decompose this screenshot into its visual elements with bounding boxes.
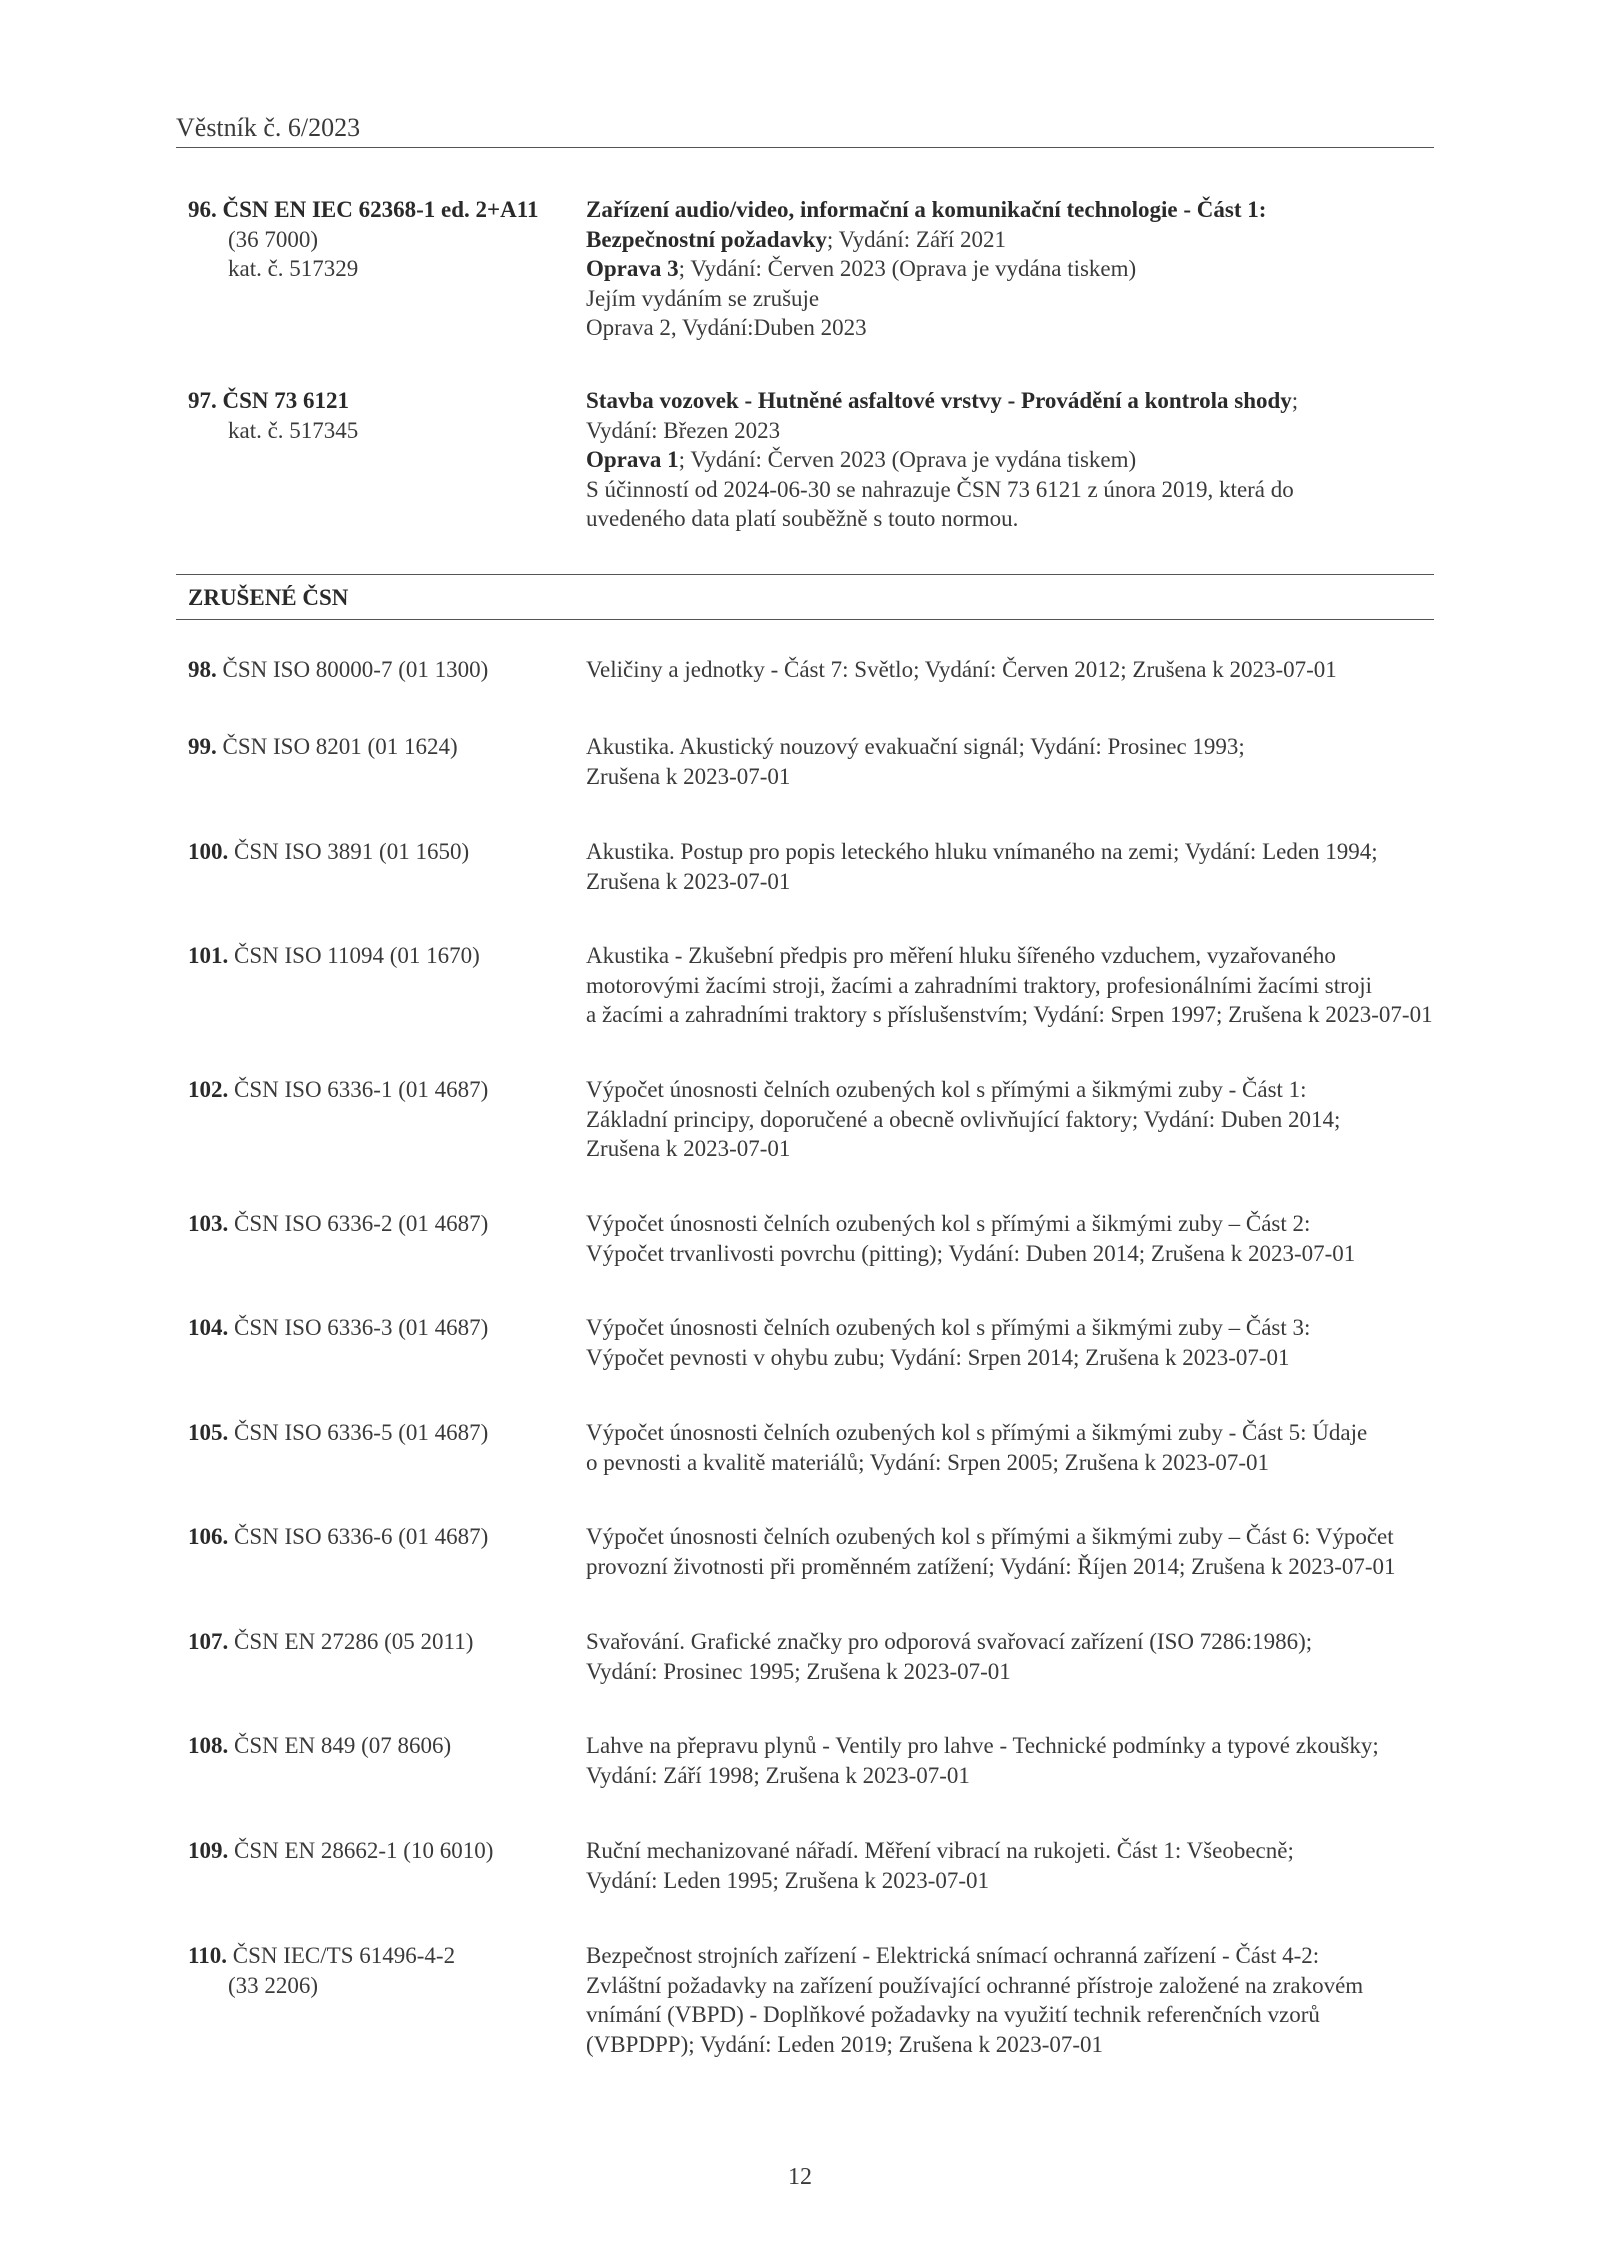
entry-id: 99. ČSN ISO 8201 (01 1624) [188,734,458,759]
page-number: 12 [788,2164,812,2190]
section-heading [176,574,1434,620]
entry-text-line: Vydání: Leden 1995; Zrušena k 2023-07-01 [586,1867,990,1893]
entry-description [586,386,1434,534]
entry-description [586,1209,1434,1268]
entry-description [586,1731,1434,1790]
entry-text-line: Výpočet únosnosti čelních ozubených kol s přímými a šikmými zuby - Část 1: [586,1077,1307,1102]
entry-text-line: Ruční mechanizované nářadí. Měření vibrací na rukojeti. Část 1: Všeobecně; [586,1838,1294,1863]
entry-id-column [188,1209,578,1239]
entry-text-line: Veličiny a jednotky - Část 7: Světlo; Vydání: Červen 2012; Zrušena k 2023-07-01 [586,657,1337,682]
entry-id: 101. ČSN ISO 11094 (01 1670) [188,943,480,968]
entry-text-line: Výpočet únosnosti čelních ozubených kol s přímými a šikmými zuby – Část 6: Výpočet [586,1524,1394,1549]
entry-title-cont: Bezpečnostní požadavky; Vydání: Září 2021 [586,226,1006,252]
entry-text-line: o pevnosti a kvalitě materiálů; Vydání: Srpen 2005; Zrušena k 2023-07-01 [586,1449,1270,1475]
entry-description [586,655,1434,685]
entry-id: 105. ČSN ISO 6336-5 (01 4687) [188,1420,489,1445]
entry-description [586,1941,1434,2059]
entry-id-column [188,1941,578,2000]
entry-text-line: Akustika. Akustický nouzový evakuační signál; Vydání: Prosinec 1993; [586,734,1245,759]
entry-text-line: Výpočet trvanlivosti povrchu (pitting); Vydání: Duben 2014; Zrušena k 2023-07-01 [586,1240,1356,1266]
entry-id: 108. ČSN EN 849 (07 8606) [188,1733,452,1758]
entry-description [586,1075,1434,1164]
entry-text-line: Svařování. Grafické značky pro odporová svařovací zařízení (ISO 7286:1986); [586,1629,1313,1654]
entry-correction: Oprava 3; Vydání: Červen 2023 (Oprava je vydána tiskem) [586,256,1137,281]
entry-description [586,837,1434,896]
journal-title: Věstník č. 6/2023 [176,113,361,142]
entry-id-column [188,1075,578,1105]
entry-class-number: (36 7000) [228,226,319,252]
entry-description [586,1522,1434,1581]
entry-text-line: Základní principy, doporučené a obecně ovlivňující faktory; Vydání: Duben 2014; [586,1106,1341,1132]
entry-text-line: Výpočet únosnosti čelních ozubených kol s přímými a šikmými zuby – Část 2: [586,1211,1311,1236]
entry-issue: Vydání: Březen 2023 [586,417,781,443]
entry-text-line: Zrušena k 2023-07-01 [586,763,791,789]
entry-id-column [188,941,578,971]
entry-id: 102. ČSN ISO 6336-1 (01 4687) [188,1077,489,1102]
entry-class-number: (33 2206) [228,1972,319,1998]
entry-id-column [188,655,578,685]
entry-id-column [188,1627,578,1657]
entry-text-line: a žacími a zahradními traktory s příslušenstvím; Vydání: Srpen 1997; Zrušena k 2023-07-01 [586,1002,1433,1027]
entry-id-column [188,1836,578,1866]
entry-text-line: motorovými žacími stroji, žacími a zahradními traktory, profesionálními žacími stroji [586,972,1373,998]
entry-text-line: Zvláštní požadavky na zařízení používající ochranné přístroje založené na zrakovém [586,1972,1364,1998]
entry-text-line: Vydání: Prosinec 1995; Zrušena k 2023-07-01 [586,1658,1011,1684]
entry-id: 98. ČSN ISO 80000-7 (01 1300) [188,657,489,682]
entry-id: 104. ČSN ISO 6336-3 (01 4687) [188,1315,489,1340]
entry-text-line: Výpočet pevnosti v ohybu zubu; Vydání: Srpen 2014; Zrušena k 2023-07-01 [586,1344,1290,1370]
entry-text-line: provozní životnosti při proměnném zatížení; Vydání: Říjen 2014; Zrušena k 2023-07-01 [586,1553,1396,1579]
entry-id: 110. ČSN IEC/TS 61496-4-2 [188,1943,456,1968]
section-heading-text: ZRUŠENÉ ČSN [188,585,349,610]
entry-text-line: (VBPDPP); Vydání: Leden 2019; Zrušena k 2023-07-01 [586,2031,1104,2057]
entry-description [586,732,1434,791]
entry-title: Stavba vozovek - Hutněné asfaltové vrstvy - Provádění a kontrola shody; [586,388,1299,413]
entry-id-column [188,1313,578,1343]
entry-description [586,1627,1434,1686]
entry-id: 103. ČSN ISO 6336-2 (01 4687) [188,1211,489,1236]
entry-text-line: Akustika - Zkušební předpis pro měření hluku šířeného vzduchem, vyzařovaného [586,943,1336,968]
entry-id-column [188,386,578,445]
entry-note: uvedeného data platí souběžně s touto normou. [586,506,1019,531]
entry-id-column [188,837,578,867]
entry-id: 97. ČSN 73 6121 [188,388,350,413]
entry-id: 100. ČSN ISO 3891 (01 1650) [188,839,470,864]
entry-description [586,1836,1434,1895]
entry-id-column [188,195,578,284]
entry-note: S účinností od 2024-06-30 se nahrazuje ČSN 73 6121 z února 2019, která do [586,476,1294,502]
entry-description [586,195,1434,343]
entry-text-line: Lahve na přepravu plynů - Ventily pro lahve - Technické podmínky a typové zkoušky; [586,1733,1379,1758]
entry-description [586,941,1434,1030]
entry-id: 106. ČSN ISO 6336-6 (01 4687) [188,1524,489,1549]
entry-text-line: Akustika. Postup pro popis leteckého hluku vnímaného na zemi; Vydání: Leden 1994; [586,839,1378,864]
entry-text-line: Výpočet únosnosti čelních ozubených kol s přímými a šikmými zuby – Část 3: [586,1315,1311,1340]
entry-description [586,1418,1434,1477]
entry-text-line: vnímání (VBPD) - Doplňkové požadavky na využití technik referenčních vzorů [586,2002,1320,2027]
entry-text-line: Výpočet únosnosti čelních ozubených kol s přímými a šikmými zuby - Část 5: Údaje [586,1420,1368,1445]
entry-id-column [188,732,578,762]
entry-catalog-number: kat. č. 517345 [228,417,359,443]
entry-text-line: Bezpečnost strojních zařízení - Elektrická snímací ochranná zařízení - Část 4-2: [586,1943,1320,1968]
entry-id: 107. ČSN EN 27286 (05 2011) [188,1629,474,1654]
entry-description [586,1313,1434,1372]
entry-note: Oprava 2, Vydání:Duben 2023 [586,315,867,340]
entry-id-column [188,1522,578,1552]
entry-id-column [188,1731,578,1761]
entry-note: Jejím vydáním se zrušuje [586,285,820,311]
entry-title: Zařízení audio/video, informační a komunikační technologie - Část 1: [586,197,1267,222]
entry-text-line: Zrušena k 2023-07-01 [586,1136,791,1161]
entry-text-line: Zrušena k 2023-07-01 [586,868,791,894]
entry-id-column [188,1418,578,1448]
entry-text-line: Vydání: Září 1998; Zrušena k 2023-07-01 [586,1762,970,1788]
entry-id: 96. ČSN EN IEC 62368-1 ed. 2+A11 [188,197,539,222]
entry-catalog-number: kat. č. 517329 [228,256,359,281]
entry-id: 109. ČSN EN 28662-1 (10 6010) [188,1838,494,1863]
page-header [176,112,1434,148]
entry-correction: Oprava 1; Vydání: Červen 2023 (Oprava je vydána tiskem) [586,447,1137,472]
